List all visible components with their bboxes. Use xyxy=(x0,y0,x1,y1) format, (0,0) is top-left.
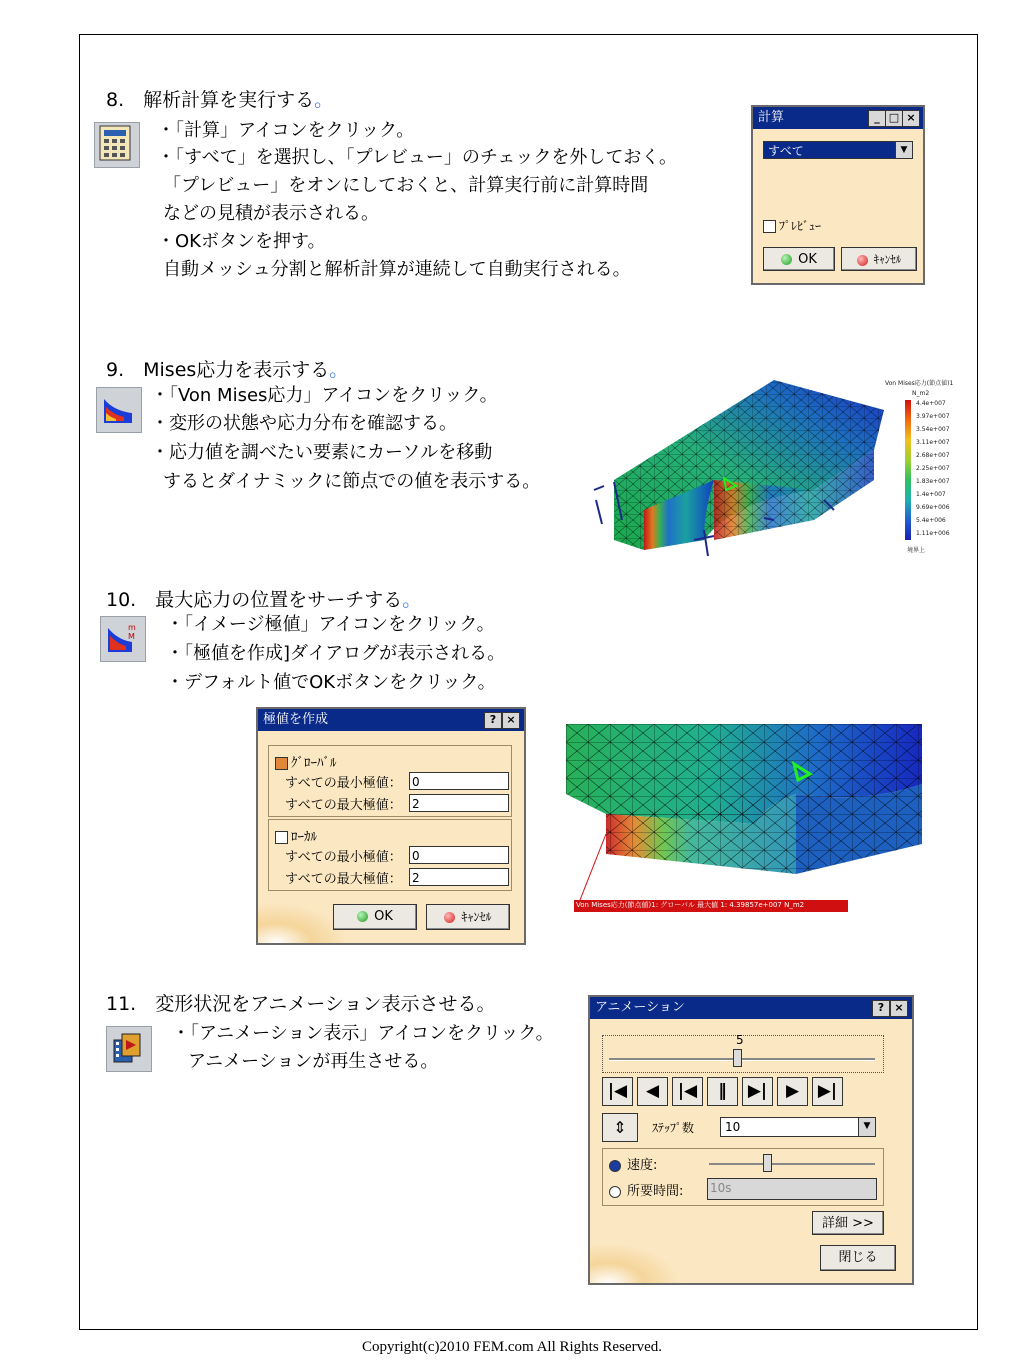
cancel-button[interactable]: ｷｬﾝｾﾙ xyxy=(426,904,510,930)
legend-value: 1.4e+007 xyxy=(916,491,946,498)
s9-line-2: ・変形の状態や応力分布を確認する。 xyxy=(151,413,457,434)
section-11-heading: 11. 変形状況をアニメーション表示させる。 xyxy=(106,993,496,1015)
local-max-label: すべての最大極値： xyxy=(285,872,402,887)
s9-line-1: ・「Von Mises応力」アイコンをクリック。 xyxy=(151,385,498,406)
ok-button[interactable]: OK xyxy=(763,247,835,271)
s8-line-4: などの見積が表示される。 xyxy=(163,203,379,224)
image-extrema-icon[interactable] xyxy=(96,612,148,664)
speed-radio[interactable]: 速度: xyxy=(609,1154,657,1173)
local-min-label: すべての最小極値： xyxy=(285,850,402,865)
legend-unit: N_m2 xyxy=(912,390,930,397)
legend-value: 3.97e+007 xyxy=(916,413,950,420)
s10-line-3: ・デフォルト値でOKボタンをクリック。 xyxy=(166,672,496,693)
section-10-heading: 10. 最大応力の位置をサーチする。 xyxy=(106,589,422,611)
s8-line-3: 「プレビュー」をオンにしておくと、計算実行前に計算時間 xyxy=(163,175,649,196)
playback-controls xyxy=(602,1077,882,1107)
s11-line-1: ・「アニメーション表示」アイコンをクリック。 xyxy=(172,1023,554,1044)
duration-field[interactable]: 10s xyxy=(707,1178,877,1200)
legend-colorbar xyxy=(905,400,911,540)
global-min-label: すべての最小極値： xyxy=(285,776,402,791)
step-slider-track[interactable] xyxy=(609,1058,875,1061)
help-icon[interactable]: ? xyxy=(872,1000,890,1017)
ok-button[interactable]: OK xyxy=(333,904,417,930)
stress-plot-image xyxy=(584,370,884,560)
close-icon[interactable]: × xyxy=(890,1000,908,1017)
svg-text:M: M xyxy=(128,632,135,641)
close-button[interactable]: 閉じる xyxy=(820,1245,896,1271)
global-max-field[interactable]: 2 xyxy=(409,794,509,812)
legend-value: 9.69e+006 xyxy=(916,504,950,511)
step-value: 5 xyxy=(736,1033,744,1047)
local-max-field[interactable]: 2 xyxy=(409,868,509,886)
steps-select[interactable]: 10 ▼ xyxy=(720,1117,876,1137)
s10-line-1: ・「イメージ極値」アイコンをクリック。 xyxy=(166,614,495,635)
maximize-icon[interactable]: □ xyxy=(885,110,903,127)
calc-dialog-title: 計算 xyxy=(758,110,785,125)
legend-value: 5.4e+006 xyxy=(916,517,946,524)
s9-line-4: するとダイナミックに節点での値を表示する。 xyxy=(163,471,541,492)
legend-value: 1.11e+006 xyxy=(916,530,950,537)
global-max-label: すべての最大極値： xyxy=(285,798,402,813)
global-checkbox[interactable]: ｸﾞﾛｰﾊﾞﾙ xyxy=(275,752,337,771)
animation-dialog-title: アニメーション xyxy=(595,1000,685,1015)
details-button[interactable]: 詳細 >> xyxy=(812,1211,884,1235)
speed-slider-handle[interactable] xyxy=(763,1154,772,1172)
animation-dialog-titlebar xyxy=(590,997,912,1019)
legend-value: 1.83e+007 xyxy=(916,478,950,485)
step-slider-handle[interactable] xyxy=(733,1049,742,1067)
s8-line-1: ・「計算」アイコンをクリック。 xyxy=(157,120,415,141)
section-8-heading: 8. 解析計算を実行する。 xyxy=(106,89,334,111)
first-frame-icon[interactable]: |◀ xyxy=(602,1077,633,1106)
speed-group xyxy=(602,1148,884,1206)
preview-checkbox[interactable]: ﾌﾟﾚﾋﾞｭｰ xyxy=(763,217,821,234)
s9-line-3: ・応力値を調べたい要素にカーソルを移動 xyxy=(151,442,493,463)
s11-line-2: アニメーションが再生させる。 xyxy=(188,1051,439,1072)
extrema-plot-image xyxy=(566,724,922,914)
animation-dialog xyxy=(588,995,914,1285)
legend-value: 2.68e+007 xyxy=(916,452,950,459)
legend-value: 3.11e+007 xyxy=(916,439,950,446)
close-icon[interactable]: × xyxy=(502,712,520,729)
cancel-button[interactable]: ｷｬﾝｾﾙ xyxy=(841,247,917,271)
close-icon[interactable]: × xyxy=(902,110,920,127)
chevron-down-icon[interactable]: ▼ xyxy=(895,142,912,158)
speed-slider-track[interactable] xyxy=(709,1163,875,1165)
legend-footer: 境界上 xyxy=(907,547,926,554)
von-mises-icon[interactable] xyxy=(92,383,144,435)
section-9-heading: 9. Mises応力を表示する。 xyxy=(106,359,349,381)
duration-radio[interactable]: 所要時間: xyxy=(609,1180,683,1199)
s8-line-6: 自動メッシュ分割と解析計算が連続して自動実行される。 xyxy=(163,259,631,280)
s8-line-5: ・OKボタンを押す。 xyxy=(157,231,326,252)
play-reverse-icon[interactable]: |◀ xyxy=(672,1077,703,1106)
legend-value: 3.54e+007 xyxy=(916,426,950,433)
calc-dialog-titlebar xyxy=(753,107,923,129)
svg-text:m: m xyxy=(128,623,136,632)
extrema-dialog-title: 極値を作成 xyxy=(263,712,329,727)
step-back-icon[interactable]: ◀ xyxy=(637,1077,668,1106)
play-icon[interactable]: ▶| xyxy=(742,1077,773,1106)
help-icon[interactable]: ? xyxy=(484,712,502,729)
local-group xyxy=(268,819,512,891)
last-frame-icon[interactable]: ▶| xyxy=(812,1077,843,1106)
extrema-dialog xyxy=(256,707,526,945)
global-min-field[interactable]: 0 xyxy=(409,772,509,790)
animation-icon[interactable] xyxy=(102,1022,154,1074)
copyright: Copyright(c)2010 FEM.com All Rights Reserved. xyxy=(362,1339,662,1355)
legend-value: 4.4e+007 xyxy=(916,400,946,407)
step-forward-icon[interactable]: ▶ xyxy=(777,1077,808,1106)
step-slider-frame xyxy=(602,1035,884,1073)
calc-dialog xyxy=(751,105,925,285)
global-group xyxy=(268,745,512,817)
local-checkbox[interactable]: ﾛｰｶﾙ xyxy=(275,826,317,845)
loop-mode-icon[interactable]: ⇕ xyxy=(602,1113,638,1142)
extrema-annotation: Von Mises応力(節点値)1: グローバル 最大値 1: 4.39857e+007 N_m2 xyxy=(576,901,805,909)
chevron-down-icon[interactable]: ▼ xyxy=(858,1118,875,1136)
pause-icon[interactable]: ‖ xyxy=(707,1077,738,1106)
calculator-icon[interactable] xyxy=(90,118,142,170)
steps-label: ｽﾃｯﾌﾟ数 xyxy=(652,1121,695,1135)
minimize-icon[interactable]: _ xyxy=(868,110,886,127)
dialog-decoration xyxy=(590,1243,680,1283)
local-min-field[interactable]: 0 xyxy=(409,846,509,864)
extrema-dialog-titlebar xyxy=(258,709,524,731)
legend-title: Von Mises応力(節点値)1 xyxy=(885,380,954,387)
s10-line-2: ・「極値を作成]ダイアログが表示される。 xyxy=(166,643,506,664)
stress-legend xyxy=(885,378,985,568)
s8-line-2: ・「すべて」を選択し、「プレビュー」のチェックを外しておく。 xyxy=(157,147,678,168)
legend-value: 2.25e+007 xyxy=(916,465,950,472)
calc-scope-select[interactable]: すべて ▼ xyxy=(763,141,913,159)
